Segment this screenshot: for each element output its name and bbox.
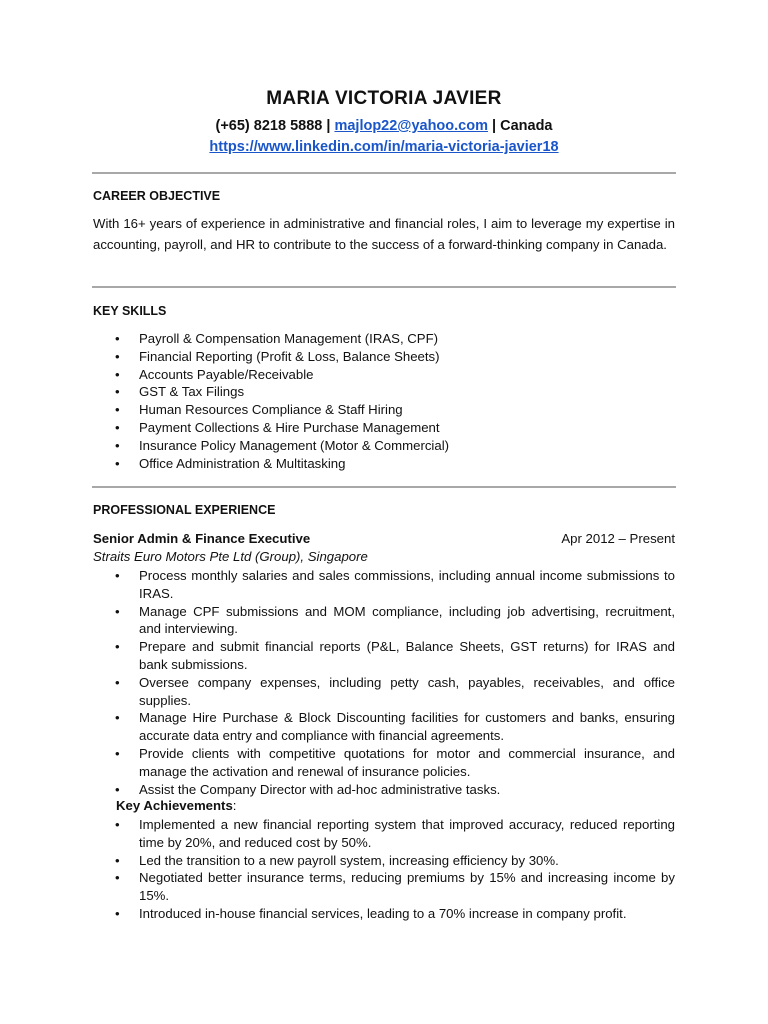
bullet-icon: • bbox=[115, 366, 120, 382]
duty-item bbox=[93, 567, 675, 603]
email-link[interactable]: majlop22@yahoo.com bbox=[334, 118, 488, 134]
bullet-icon: • bbox=[115, 745, 120, 761]
duty-item bbox=[93, 674, 675, 710]
section-divider bbox=[92, 286, 676, 288]
linkedin-link[interactable]: https://www.linkedin.com/in/maria-victoria-javier18 bbox=[209, 139, 559, 155]
key-skills-list bbox=[93, 330, 675, 472]
job-duties-list bbox=[93, 567, 675, 798]
bullet-icon: • bbox=[115, 568, 120, 583]
candidate-name: MARIA VICTORIA JAVIER bbox=[266, 88, 502, 109]
career-objective-heading: CAREER OBJECTIVE bbox=[93, 189, 221, 203]
skill-item bbox=[93, 383, 675, 401]
bullet-icon: • bbox=[115, 402, 120, 418]
achievement-item-text: Implemented a new financial reporting system that improved accuracy, reduced reporting time by 20%, and reduced cost by 50%. bbox=[139, 817, 675, 850]
job-title: Senior Admin & Finance Executive bbox=[93, 531, 311, 546]
job-header bbox=[93, 531, 675, 546]
key-skills-heading: KEY SKILLS bbox=[93, 304, 167, 318]
skill-item-text: Insurance Policy Management (Motor & Commercial) bbox=[139, 437, 450, 453]
career-objective-text: With 16+ years of experience in administrative and financial roles, I aim to leverage my expertise in accounting, payroll, and HR to contribute to the success of a forward-thinking company in Canada. bbox=[93, 216, 675, 252]
bullet-icon: • bbox=[115, 437, 120, 453]
skill-item bbox=[93, 330, 675, 348]
duty-item bbox=[93, 603, 675, 639]
bullet-icon: • bbox=[115, 674, 120, 690]
bullet-icon: • bbox=[115, 852, 120, 868]
skill-item-text: Human Resources Compliance & Staff Hiring bbox=[139, 402, 403, 418]
skill-item-text: Payroll & Compensation Management (IRAS, CPF) bbox=[139, 331, 439, 346]
job-dates: Apr 2012 – Present bbox=[561, 531, 675, 546]
skill-item-text: Payment Collections & Hire Purchase Management bbox=[139, 419, 440, 435]
bullet-icon: • bbox=[115, 781, 120, 797]
duty-item-text: Manage Hire Purchase & Block Discounting facilities for customers and banks, ensuring accurate data entry and compliance with financial agreements. bbox=[139, 710, 675, 744]
achievements-heading-colon: : bbox=[232, 798, 237, 813]
bullet-icon: • bbox=[115, 817, 120, 832]
skill-item bbox=[93, 348, 675, 366]
duty-item bbox=[93, 638, 675, 674]
bullet-icon: • bbox=[115, 331, 120, 346]
section-divider bbox=[92, 172, 676, 174]
duty-item-text: Prepare and submit financial reports (P&L, Balance Sheets, GST returns) for IRAS and bank submissions. bbox=[139, 639, 675, 672]
duty-item bbox=[93, 745, 675, 781]
company-name: Straits Euro Motors Pte Ltd (Group), Singapore bbox=[93, 549, 368, 564]
skill-item bbox=[93, 437, 675, 455]
duty-item-text: Process monthly salaries and sales commissions, including annual income submissions to IRAS. bbox=[139, 568, 675, 601]
skill-item-text: Financial Reporting (Profit & Loss, Balance Sheets) bbox=[139, 348, 440, 364]
duty-item bbox=[93, 709, 675, 745]
bullet-icon: • bbox=[115, 384, 120, 400]
achievement-item bbox=[93, 816, 675, 852]
skill-item-text: Accounts Payable/Receivable bbox=[139, 366, 314, 382]
section-divider bbox=[92, 486, 676, 488]
duty-item-text: Oversee company expenses, including petty cash, payables, receivables, and office supplies. bbox=[139, 674, 675, 708]
location: | Canada bbox=[488, 118, 553, 134]
duty-item-text: Manage CPF submissions and MOM compliance, including job advertising, recruitment, and interviewing. bbox=[139, 603, 675, 637]
bullet-icon: • bbox=[115, 905, 120, 921]
skill-item bbox=[93, 401, 675, 419]
achievement-item bbox=[93, 905, 675, 923]
contact-line bbox=[0, 118, 768, 134]
achievement-item-text: Led the transition to a new payroll system, increasing efficiency by 30%. bbox=[139, 852, 559, 868]
duty-item-text: Provide clients with competitive quotations for motor and commercial insurance, and manage the activation and renewal of insurance policies. bbox=[139, 745, 675, 779]
achievement-item bbox=[93, 852, 675, 870]
bullet-icon: • bbox=[115, 870, 120, 886]
achievements-heading bbox=[116, 798, 236, 813]
achievement-item-text: Negotiated better insurance terms, reducing premiums by 15% and increasing income by 15%. bbox=[139, 870, 675, 904]
skill-item bbox=[93, 455, 675, 473]
skill-item-text: GST & Tax Filings bbox=[139, 384, 245, 400]
duty-item bbox=[93, 781, 675, 799]
bullet-icon: • bbox=[115, 348, 120, 364]
phone-number: (+65) 8218 5888 | bbox=[215, 118, 335, 134]
bullet-icon: • bbox=[115, 639, 120, 655]
bullet-icon: • bbox=[115, 455, 120, 471]
linkedin-line bbox=[0, 139, 768, 155]
bullet-icon: • bbox=[115, 710, 120, 726]
skill-item bbox=[93, 419, 675, 437]
bullet-icon: • bbox=[115, 419, 120, 435]
experience-heading: PROFESSIONAL EXPERIENCE bbox=[93, 503, 276, 517]
achievements-list bbox=[93, 816, 675, 923]
duty-item-text: Assist the Company Director with ad-hoc administrative tasks. bbox=[139, 781, 501, 797]
achievement-item-text: Introduced in-house financial services, leading to a 70% increase in company profit. bbox=[139, 905, 627, 921]
bullet-icon: • bbox=[115, 603, 120, 619]
achievement-item bbox=[93, 869, 675, 905]
resume-header bbox=[0, 88, 768, 155]
skill-item bbox=[93, 366, 675, 384]
skill-item-text: Office Administration & Multitasking bbox=[139, 455, 346, 471]
achievements-heading-text: Key Achievements bbox=[116, 798, 233, 813]
